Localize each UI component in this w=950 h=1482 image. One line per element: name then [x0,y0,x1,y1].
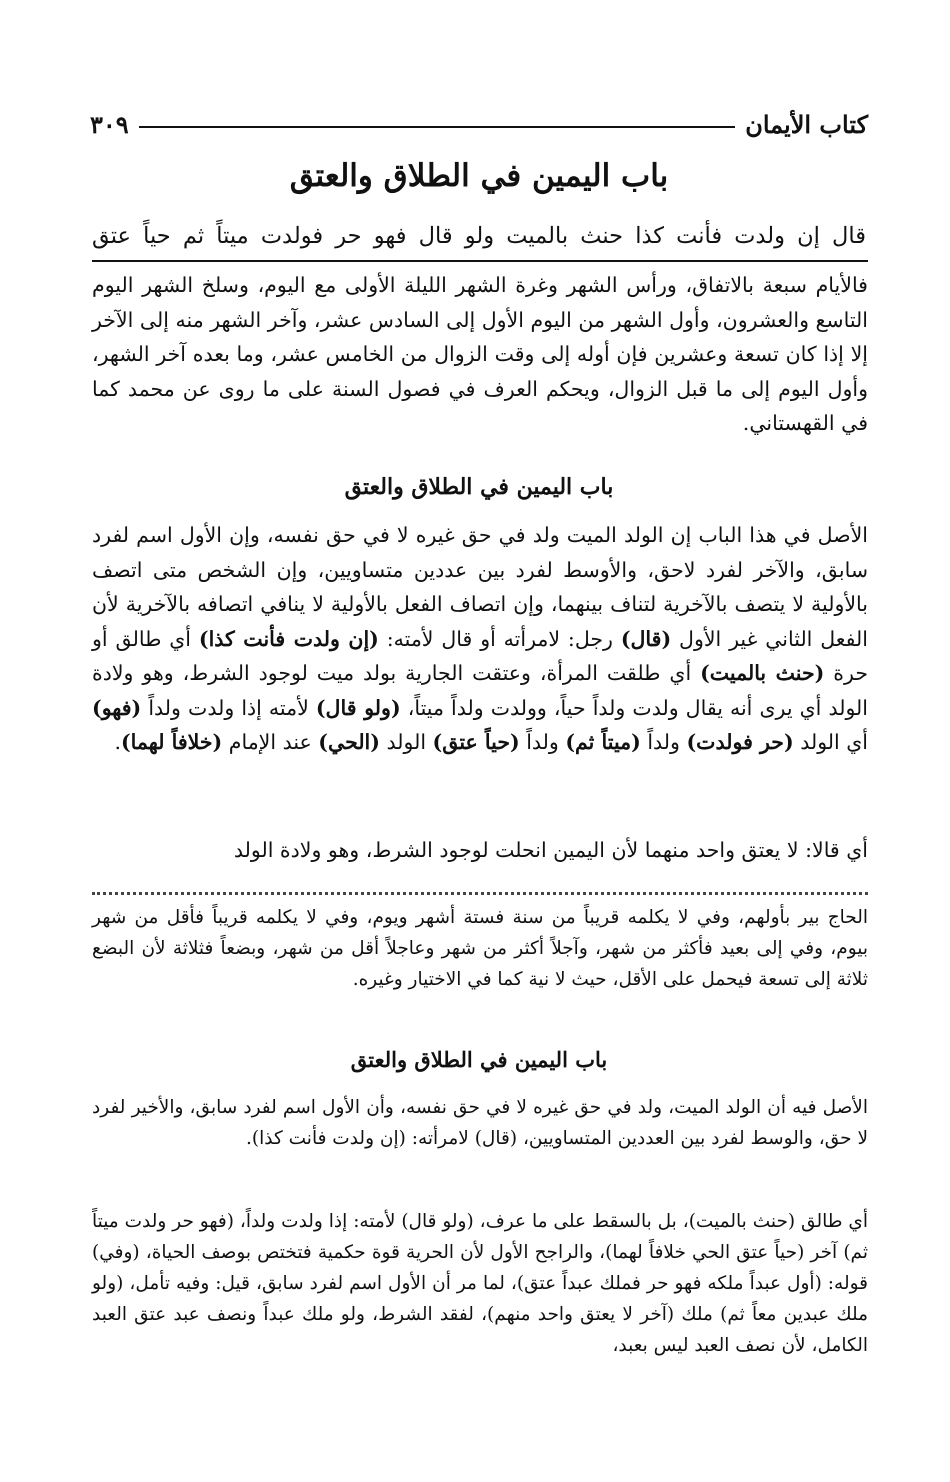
bold-matn-quote: (ولو ملك عبدين معاً ثم) [92,1273,869,1325]
text-run: رجل: لامرأته أو قال لأمته: [378,626,621,651]
header-rule [139,126,736,128]
bold-matn-quote: (ولو قال) [315,695,401,720]
bold-matn-quote: (الحي) [318,730,380,754]
bold-matn-quote: (حنث بالميت) [700,661,825,685]
chapter-title: باب اليمين في الطلاق والعتق [289,158,669,194]
text-run: ملك [674,1304,721,1325]
matn-divider [92,260,868,262]
bold-matn-quote: (حياً عتق) [432,730,520,754]
text-run: ولداً [519,730,566,754]
bold-matn-quote: (فهو) [92,695,142,720]
text-run: الأصل في هذا الباب إن الولد الميت ولد في حق غيره لا في حق نفسه، وإن الأول اسم لفرد سابق، والآخر لفرد لاحق، والأوسط لفرد بين عددين متساويين، وإن الشخص متى اتصف بالأولية لا يتصف بالآخرية لتناف بينهما، وإن اتصاف الفعل بالأولية لا ينافي اتصافه بالآخرية لأن الفعل الثاني غير الأول [92,523,868,651]
bold-matn-quote: (فهو حر ولدت ميتاً ثم) [92,1211,868,1263]
bold-matn-quote: (حنث بالميت) [688,1211,796,1232]
text-run: عند الإمام [222,730,319,754]
bold-matn-quote: (ميتاً ثم) [565,730,641,754]
bold-matn-quote: (أول عبداً ملكه فهو حر فملك عبداً عتق) [516,1273,822,1294]
gloss-paragraph-2 [92,1206,868,1361]
text-run: ولداً [640,730,687,754]
text-run: ، والراجح الأول لأن الحرية قوة حكمية فتختص بوصف الحياة، [139,1242,606,1263]
bold-matn-quote: (إن ولدت فأنت كذا) [198,626,379,651]
page-number: ٣٠٩ [90,109,129,139]
text-run: الولد [379,730,433,754]
commentary-paragraph-2 [92,518,868,760]
bold-matn-quote: (وفي) [92,1242,140,1263]
dotted-divider [92,892,868,895]
text-run: أي طالق أو حرة [92,626,869,685]
text-run: لامرأته: [405,1128,475,1149]
bold-matn-quote: (خلافاً لهما) [120,730,223,754]
bold-matn-quote: (آخر لا يعتق واحد منهم) [487,1304,675,1325]
commentary-paragraph-3: أي قالا: لا يعتق واحد منهما لأن اليمين انحلت لوجود الشرط، وهو ولادة الولد [233,838,868,862]
text-run: أي الولد [793,730,868,754]
text-run: ، لفقد الشرط، ولو ملك عبداً ونصف عبد عتق العبد الكامل، لأن نصف العبد ليس بعبد، [92,1304,868,1356]
text-run: . [245,1128,252,1149]
text-run: الأصل فيه أن الولد الميت، ولد في حق غيره لا في حق نفسه، وأن الأول اسم لفرد سابق، والأخير لفرد لا حق، والوسط لفرد بين العددين المتساويين، [92,1097,868,1149]
bold-matn-quote: (إن ولدت فأنت كذا) [251,1128,406,1149]
text-run: أي طلقت المرأة، وعتقت الجارية بولد ميت لوجود الشرط، وهو ولادة الولد أي يرى أنه يقال ولدت ولداً حياً، وولدت ولداً ميتاً، [92,661,868,720]
running-title: كتاب الأيمان [745,109,868,139]
text-run: أي طالق [795,1211,868,1232]
text-run: لأمته: إذا ولدت ولداً، [233,1211,402,1232]
text-run: ، بل بالسقط على ما عرف، [473,1211,689,1232]
bold-matn-quote: (حر فولدت) [686,730,794,754]
bold-matn-quote: (ولو قال) [401,1211,474,1232]
text-run: قوله: [821,1273,868,1294]
text-run: ، لما مر أن الأول اسم لفرد سابق، قيل: وفيه تأمل، [123,1273,517,1294]
bold-matn-quote: (قال) [474,1128,518,1149]
bold-matn-quote: (قال) [620,626,672,651]
bold-matn-quote: (حياً عتق الحي خلافاً لهما) [605,1242,805,1263]
gloss-section-title: باب اليمين في الطلاق والعتق [350,1047,608,1072]
gloss-paragraph-1 [92,1092,868,1154]
commentary-paragraph-1: فالأيام سبعة بالاتفاق، ورأس الشهر وغرة الشهر الليلة الأولى مع اليوم، وسلخ الشهر اليوم التاسع والعشرون، وأول الشهر من اليوم الأول إلى السادس عشر، وآخر الشهر منه إلى الآخر إلا إذا كان تسعة وعشرين فإن أوله إلى وقت الزوال من الخامس عشر، وما بعده آخر الشهر، وأول اليوم إلى ما قبل الزوال، ويحكم العرف في فصول السنة على ما روى عن محمد كما في القهستاني. [92,273,868,435]
running-header [90,104,868,144]
text-run: لأمته إذا ولدت ولداً [141,695,316,720]
footnote-paragraph: الحاج بير بأولهم، وفي لا يكلمه قريباً من سنة فستة أشهر ويوم، وفي لا يكلمه قريباً فأقل من شهر بيوم، وفي إلى بعيد فأكثر من شهر، وآجلاً أكثر من شهر وعاجلاً أقل من شهر، وبضعاً فثلاثة لأن البضع ثلاثة إلى تسعة فيحمل على الأقل، حيث لا نية كما في الاختيار وغيره. [92,907,868,990]
text-run: . [114,730,121,754]
matn-text: قال إن ولدت فأنت كذا حنث بالميت ولو قال فهو حر فولدت ميتاً ثم حياً عتق [92,223,866,249]
text-run: آخر [804,1242,844,1263]
commentary-section-title: باب اليمين في الطلاق والعتق [344,474,614,500]
